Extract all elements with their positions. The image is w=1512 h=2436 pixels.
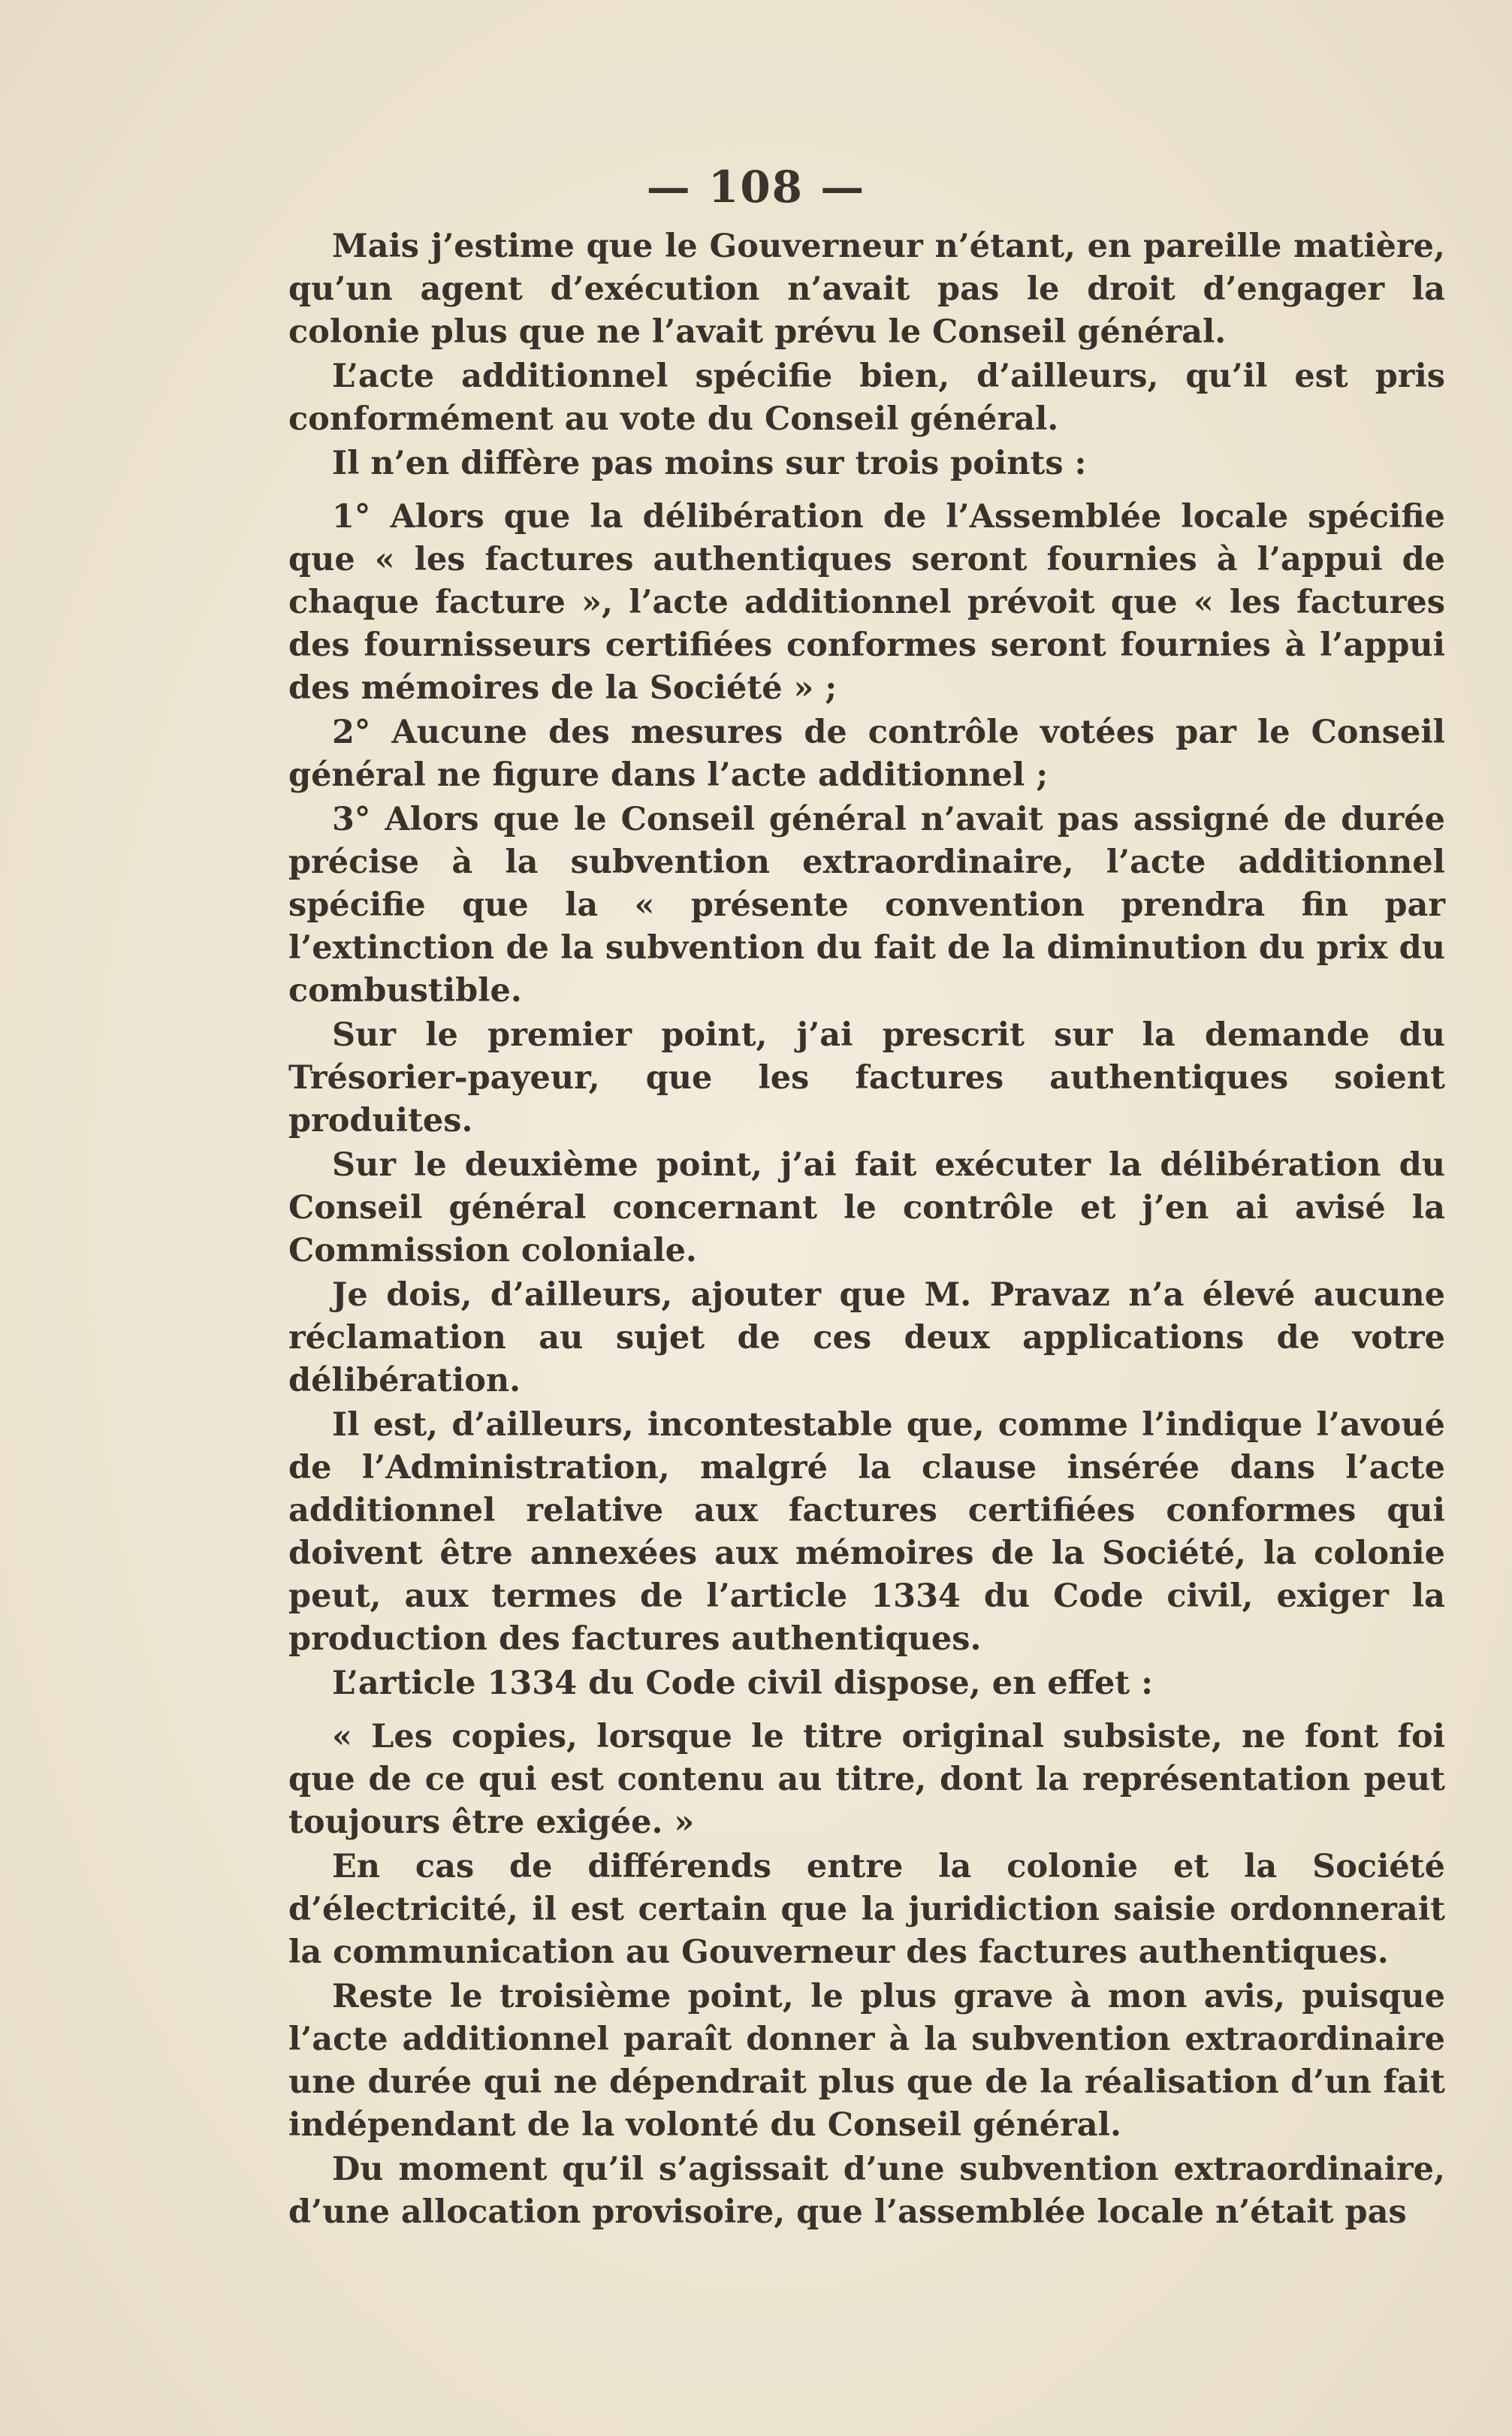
page-number: — 108 —	[646, 161, 866, 213]
paragraph-first-point-reply: Sur le premier point, j’ai prescrit sur la demande du Trésorier-payeur, que les factures authentiques soient produites.	[288, 1016, 1445, 1140]
paragraph-1: Mais j’estime que le Gouverneur n’étant, en pareille matière, qu’un agent d’exécution n’avait pas le droit d’engager la colonie plus que ne l’avait prévu le Conseil général.	[288, 228, 1445, 351]
paragraph-point-3: 3° Alors que le Conseil général n’avait pas assigné de durée précise à la subvention extraordinaire, l’acte additionnel spécifie que la « présente convention prendra fin par l’extinction de la subvention du fait de la diminution du prix du combustible.	[288, 801, 1445, 1010]
paragraph-article-intro: L’article 1334 du Code civil dispose, en effet :	[332, 1665, 1154, 1702]
paragraph-2: L’acte additionnel spécifie bien, d’ailleurs, qu’il est pris conformément au vote du Conseil général.	[288, 358, 1445, 438]
paragraph-second-point-reply: Sur le deuxième point, j’ai fait exécuter la délibération du Conseil général concernant le contrôle et j’en ai avisé la Commission coloniale.	[288, 1146, 1445, 1269]
paragraph-3: Il n’en diffère pas moins sur trois points :	[332, 445, 1087, 482]
body-text	[288, 225, 1445, 2235]
paragraph-point-1: 1° Alors que la délibération de l’Assemblée locale spécifie que « les factures authentiques seront fournies à l’appui de chaque facture », l’acte additionnel prévoit que « les factures des fournisseurs certifiées conformes seront fournies à l’appui des mémoires de la Société » ;	[288, 498, 1445, 707]
paragraph-subvention: Du moment qu’il s’agissait d’une subvention extraordinaire, d’une allocation provisoire, que l’assemblée locale n’était pas	[288, 2151, 1445, 2231]
paragraph-incontestable: Il est, d’ailleurs, incontestable que, comme l’indique l’avoué de l’Administration, malgré la clause insérée dans l’acte additionnel relative aux factures certifiées conformes qui doivent être annexées aux mémoires de la Société, la colonie peut, aux termes de l’article 1334 du Code civil, exiger la production des factures authentiques.	[288, 1406, 1445, 1658]
paragraph-article-quote: « Les copies, lorsque le titre original subsiste, ne font foi que de ce qui est contenu au titre, dont la représentation peut toujours être exigée. »	[288, 1718, 1445, 1841]
paragraph-pravaz: Je dois, d’ailleurs, ajouter que M. Pravaz n’a élevé aucune réclamation au sujet de ces deux applications de votre délibération.	[288, 1276, 1445, 1399]
paragraph-third-point: Reste le troisième point, le plus grave à mon avis, puisque l’acte additionnel paraît donner à la subvention extraordinaire une durée qui ne dépendrait plus que de la réalisation d’un fait indépendant de la volonté du Conseil général.	[288, 1978, 1445, 2144]
paragraph-point-2: 2° Aucune des mesures de contrôle votées par le Conseil général ne figure dans l’acte additionnel ;	[288, 714, 1445, 794]
paragraph-differends: En cas de différends entre la colonie et la Société d’électricité, il est certain que la juridiction saisie ordonnerait la communication au Gouverneur des factures authentiques.	[288, 1848, 1445, 1971]
